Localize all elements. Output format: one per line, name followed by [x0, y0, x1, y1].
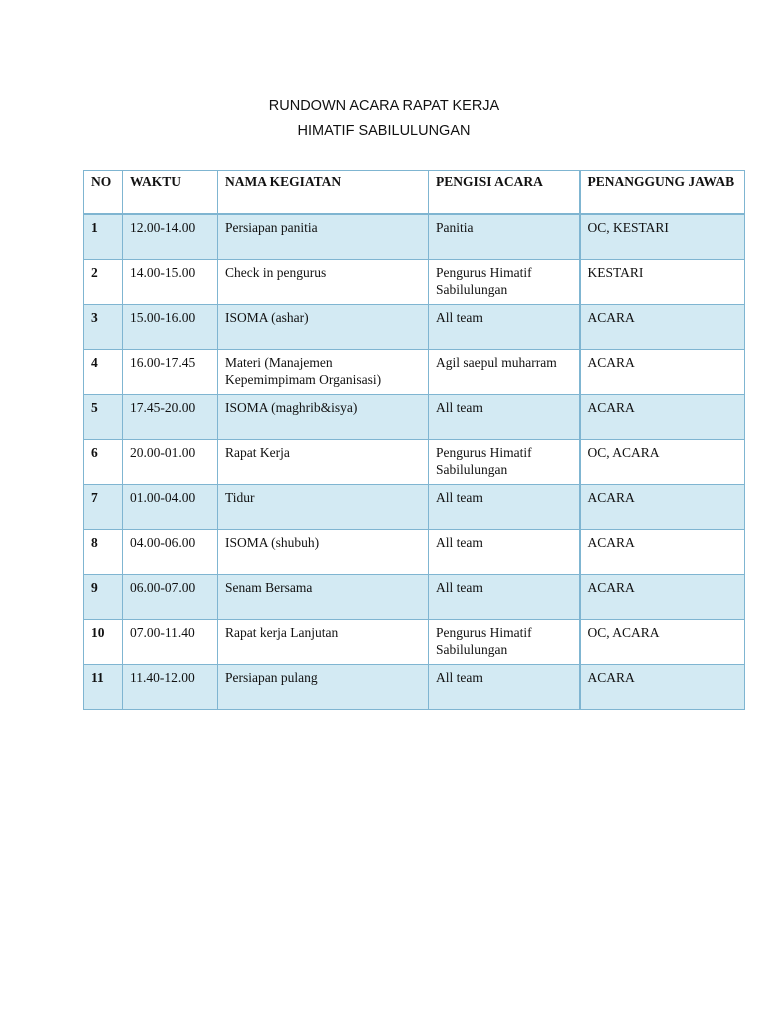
cell-kegiatan: Persiapan pulang	[218, 665, 429, 710]
header-pengisi-acara: PENGISI ACARA	[429, 171, 580, 215]
table-row	[84, 665, 745, 710]
cell-waktu: 14.00-15.00	[123, 260, 218, 305]
cell-pengisi: Pengurus Himatif Sabilulungan	[429, 440, 580, 485]
rundown-table	[83, 170, 745, 710]
cell-pengisi: All team	[429, 575, 580, 620]
title-line-2: HIMATIF SABILULUNGAN	[297, 123, 471, 139]
cell-kegiatan: Rapat Kerja	[218, 440, 429, 485]
cell-penanggung-jawab: ACARA	[580, 530, 745, 575]
cell-no: 10	[84, 620, 123, 665]
table-row	[84, 305, 745, 350]
cell-no: 7	[84, 485, 123, 530]
cell-pengisi: All team	[429, 305, 580, 350]
cell-no: 3	[84, 305, 123, 350]
header-penanggung-jawab: PENANGGUNG JAWAB	[580, 171, 745, 215]
table-row	[84, 214, 745, 260]
cell-kegiatan: Rapat kerja Lanjutan	[218, 620, 429, 665]
table-row	[84, 575, 745, 620]
cell-pengisi: Pengurus Himatif Sabilulungan	[429, 260, 580, 305]
table-row	[84, 260, 745, 305]
table-row	[84, 350, 745, 395]
cell-pengisi: All team	[429, 485, 580, 530]
cell-no: 1	[84, 214, 123, 260]
header-no: NO	[84, 171, 123, 215]
cell-waktu: 20.00-01.00	[123, 440, 218, 485]
cell-no: 4	[84, 350, 123, 395]
cell-penanggung-jawab: ACARA	[580, 350, 745, 395]
cell-pengisi: Pengurus Himatif Sabilulungan	[429, 620, 580, 665]
cell-pengisi: All team	[429, 395, 580, 440]
cell-waktu: 15.00-16.00	[123, 305, 218, 350]
title-line-1: RUNDOWN ACARA RAPAT KERJA	[268, 98, 500, 114]
cell-no: 11	[84, 665, 123, 710]
cell-kegiatan: ISOMA (ashar)	[218, 305, 429, 350]
cell-no: 2	[84, 260, 123, 305]
table-row	[84, 620, 745, 665]
cell-waktu: 11.40-12.00	[123, 665, 218, 710]
cell-kegiatan: ISOMA (maghrib&isya)	[218, 395, 429, 440]
table-row	[84, 440, 745, 485]
cell-kegiatan: ISOMA (shubuh)	[218, 530, 429, 575]
table-row	[84, 530, 745, 575]
cell-penanggung-jawab: ACARA	[580, 575, 745, 620]
cell-penanggung-jawab: ACARA	[580, 305, 745, 350]
cell-pengisi: Agil saepul muharram	[429, 350, 580, 395]
cell-kegiatan: Senam Bersama	[218, 575, 429, 620]
cell-penanggung-jawab: ACARA	[580, 665, 745, 710]
cell-no: 5	[84, 395, 123, 440]
cell-penanggung-jawab: OC, ACARA	[580, 620, 745, 665]
cell-waktu: 06.00-07.00	[123, 575, 218, 620]
cell-penanggung-jawab: KESTARI	[580, 260, 745, 305]
cell-no: 8	[84, 530, 123, 575]
cell-waktu: 07.00-11.40	[123, 620, 218, 665]
header-nama-kegiatan: NAMA KEGIATAN	[218, 171, 429, 215]
table-header-row	[84, 171, 745, 215]
table-row	[84, 395, 745, 440]
cell-waktu: 12.00-14.00	[123, 214, 218, 260]
cell-kegiatan: Materi (Manajemen Kepemimpimam Organisasi)	[218, 350, 429, 395]
cell-penanggung-jawab: ACARA	[580, 485, 745, 530]
cell-penanggung-jawab: OC, ACARA	[580, 440, 745, 485]
cell-kegiatan: Tidur	[218, 485, 429, 530]
header-waktu: WAKTU	[123, 171, 218, 215]
cell-pengisi: All team	[429, 530, 580, 575]
cell-kegiatan: Check in pengurus	[218, 260, 429, 305]
document-title	[0, 94, 768, 144]
cell-kegiatan: Persiapan panitia	[218, 214, 429, 260]
cell-no: 6	[84, 440, 123, 485]
cell-pengisi: Panitia	[429, 214, 580, 260]
table-row	[84, 485, 745, 530]
cell-penanggung-jawab: OC, KESTARI	[580, 214, 745, 260]
cell-waktu: 16.00-17.45	[123, 350, 218, 395]
cell-pengisi: All team	[429, 665, 580, 710]
cell-no: 9	[84, 575, 123, 620]
cell-penanggung-jawab: ACARA	[580, 395, 745, 440]
cell-waktu: 17.45-20.00	[123, 395, 218, 440]
cell-waktu: 01.00-04.00	[123, 485, 218, 530]
cell-waktu: 04.00-06.00	[123, 530, 218, 575]
